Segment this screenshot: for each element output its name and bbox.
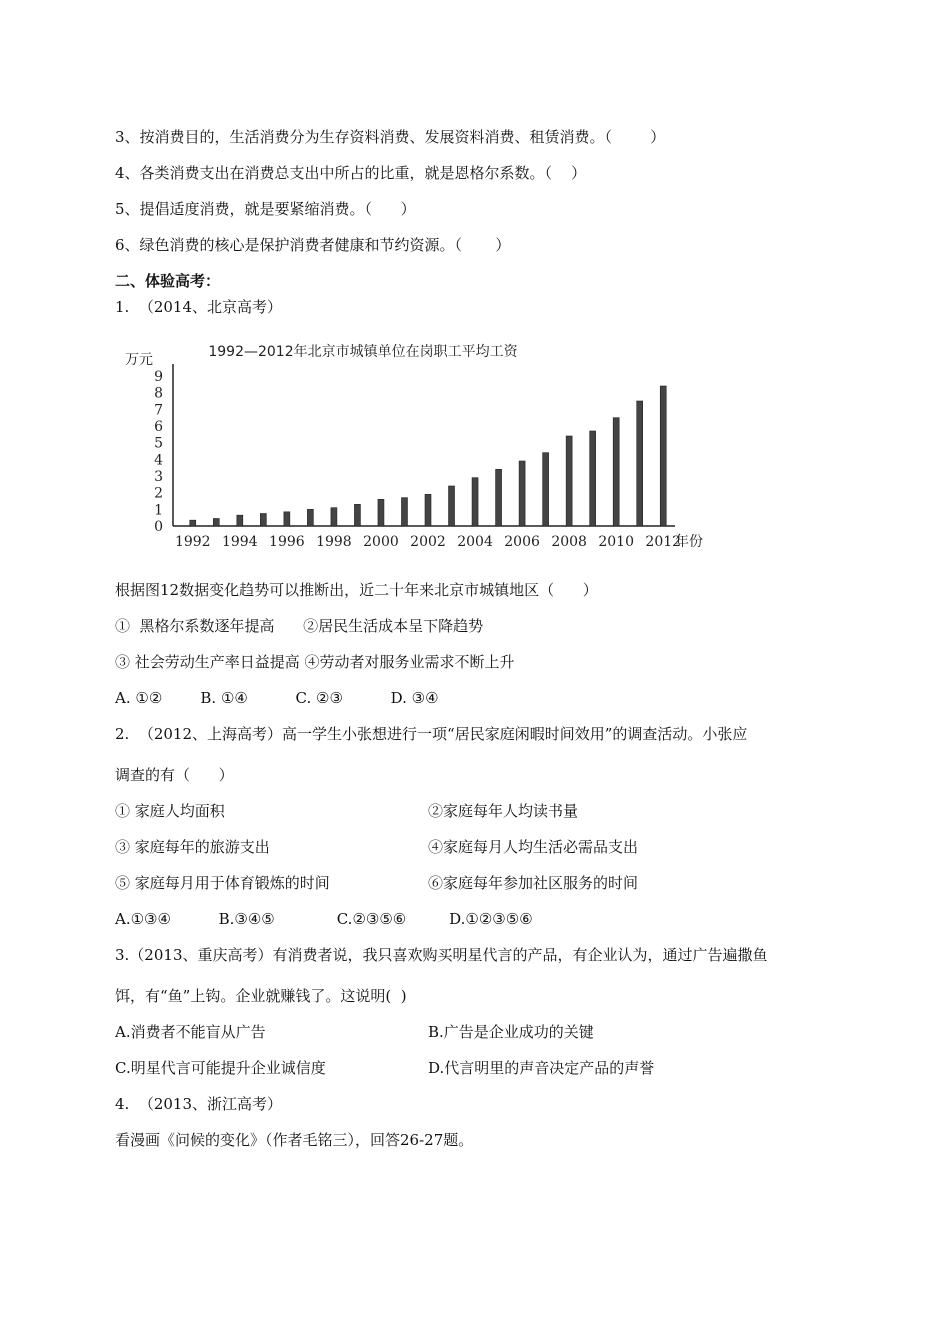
x-tick-label: 2008 (551, 534, 587, 550)
x-tick-label: 2010 (598, 534, 635, 550)
salary-bar-chart (115, 328, 727, 554)
bar (519, 461, 525, 526)
chart-xlabel: 年份 (675, 534, 703, 550)
bar (378, 499, 384, 526)
section-title: 二、体验高考： (115, 272, 221, 290)
y-tick-label: 8 (154, 385, 163, 402)
bar (449, 486, 455, 526)
y-tick-label: 4 (154, 452, 163, 469)
q2-option-3: ③ 家庭每年的旅游支出 (115, 838, 270, 856)
q1-options-line1: ① 黑格尔系数逐年提高 ②居民生活成本呈下降趋势 (115, 617, 484, 635)
q2-option-1: ① 家庭人均面积 (115, 802, 225, 820)
bar (613, 418, 619, 526)
x-tick-label: 2002 (410, 534, 446, 550)
bar (237, 515, 243, 526)
y-tick-label: 5 (154, 435, 163, 452)
bar (472, 478, 478, 526)
bar (496, 469, 502, 526)
judgement-item-3: 3、按消费目的，生活消费分为生存资料消费、发展资料消费、租赁消费。（ ） (115, 128, 666, 146)
y-tick-label: 1 (154, 502, 163, 519)
chart-title: 1992—2012年北京市城镇单位在岗职工平均工资 (208, 344, 518, 360)
judgement-item-4: 4、各类消费支出在消费总支出中所占的比重，就是恩格尔系数。（ ） (115, 164, 587, 182)
q2-option-2: ②家庭每年人均读书量 (428, 802, 579, 820)
bar (425, 494, 431, 526)
q4-stem: 看漫画《问候的变化》（作者毛铭三），回答26-27题。 (115, 1131, 474, 1149)
q2-option-6: ⑥家庭每年参加社区服务的时间 (428, 874, 639, 892)
y-tick-label: 2 (154, 485, 163, 502)
bar (543, 453, 549, 526)
chart-ylabel: 万元 (125, 352, 153, 368)
x-tick-label: 1996 (269, 534, 305, 550)
judgement-item-6: 6、绿色消费的核心是保护消费者健康和节约资源。（ ） (115, 236, 511, 254)
x-tick-label: 2004 (457, 534, 493, 550)
judgement-item-5: 5、提倡适度消费，就是要紧缩消费。（ ） (115, 200, 416, 218)
y-tick-label: 7 (154, 402, 163, 419)
q1-head: 1. （2014、北京高考） (115, 298, 283, 316)
y-tick-label: 6 (154, 419, 163, 435)
x-tick-label: 1992 (174, 534, 211, 550)
bar (284, 512, 290, 526)
y-tick-label: 0 (154, 519, 163, 535)
y-tick-label: 3 (154, 469, 163, 485)
bar (590, 431, 596, 526)
x-tick-label: 1994 (221, 534, 258, 550)
q2-choices: A.①③④ B.③④⑤ C.②③⑤⑥ D.①②③⑤⑥ (115, 910, 533, 928)
bar (401, 498, 407, 526)
q2-option-4: ④家庭每月人均生活必需品支出 (428, 838, 639, 856)
q2-option-5: ⑤ 家庭每月用于体育锻炼的时间 (115, 874, 330, 892)
q3-option-c: C.明星代言可能提升企业诚信度 (115, 1059, 326, 1077)
q1-stem: 根据图12数据变化趋势可以推断出，近二十年来北京市城镇地区（ ） (115, 581, 598, 599)
q4-head: 4. （2013、浙江高考） (115, 1095, 283, 1113)
q3-stem-line1: 3.（2013、重庆高考）有消费者说，我只喜欢购买明星代言的产品，有企业认为，通过广告遍撒鱼 (115, 946, 768, 964)
bar (307, 509, 313, 526)
bar (637, 401, 643, 526)
bar (566, 436, 572, 526)
q3-option-a: A.消费者不能盲从广告 (115, 1023, 266, 1041)
q1-choices: A. ①② B. ①④ C. ②③ D. ③④ (115, 689, 439, 707)
q3-stem-line2: 饵，有“鱼”上钩。企业就赚钱了。这说明( ) (115, 987, 407, 1005)
q3-option-b: B.广告是企业成功的关键 (428, 1023, 594, 1041)
bar (660, 386, 666, 526)
x-tick-label: 2006 (504, 534, 540, 550)
q2-stem-line1: 2. （2012、上海高考）高一学生小张想进行一项“居民家庭闲暇时间效用”的调查活动。小张应 (115, 725, 748, 743)
bar (190, 520, 196, 526)
q2-stem-line2: 调查的有（ ） (115, 766, 234, 784)
y-tick-label: 9 (154, 369, 163, 385)
bar (213, 519, 219, 527)
bar (331, 508, 337, 526)
bar (260, 514, 266, 527)
q1-options-line2: ③ 社会劳动生产率日益提高 ④劳动者对服务业需求不断上升 (115, 653, 515, 671)
x-tick-label: 2000 (363, 534, 399, 550)
q3-option-d: D.代言明里的声音决定产品的声誉 (428, 1059, 655, 1077)
x-tick-label: 2012 (645, 534, 682, 550)
x-tick-label: 1998 (316, 534, 352, 550)
bar (354, 504, 360, 526)
